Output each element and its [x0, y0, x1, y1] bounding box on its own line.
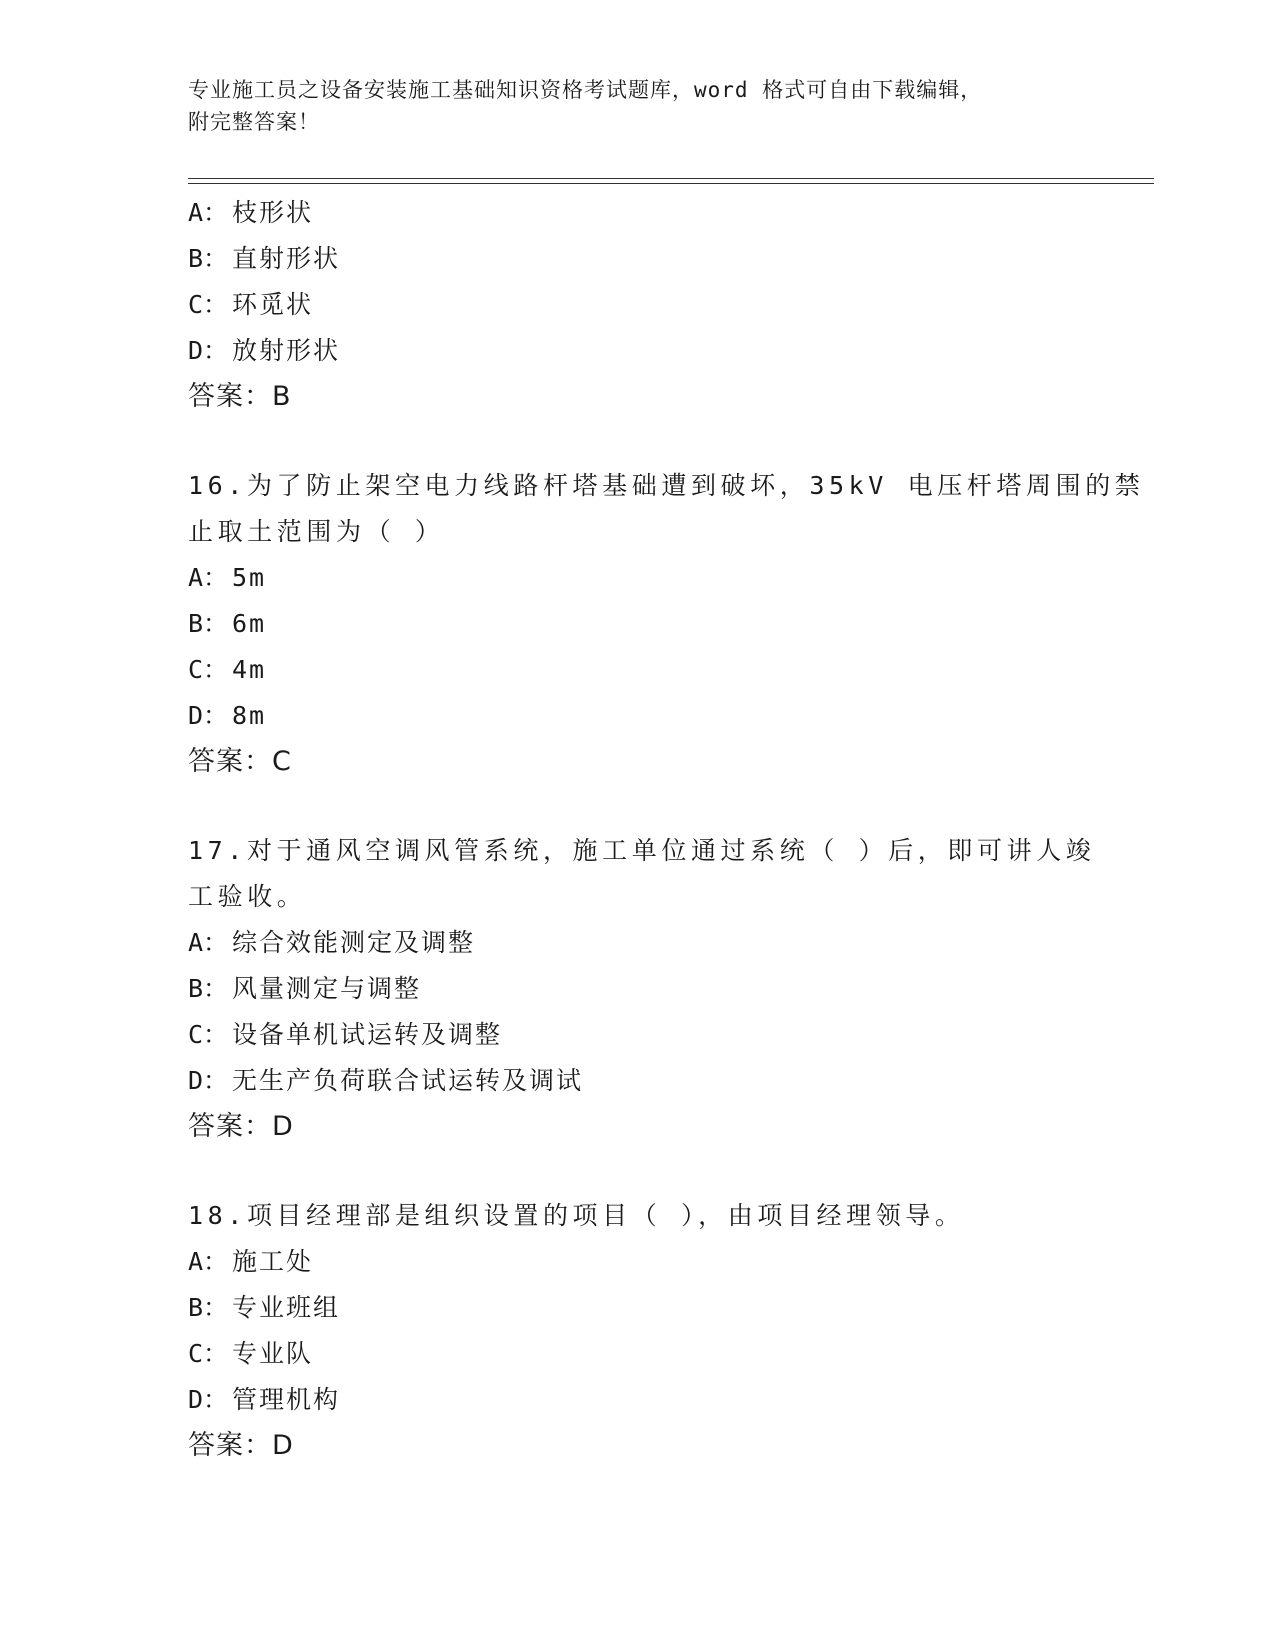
- question-16: [188, 463, 1148, 785]
- option-letter: A：: [188, 198, 229, 227]
- option-a: [188, 555, 1148, 601]
- option-letter: B：: [188, 609, 229, 638]
- option-d: [188, 693, 1148, 739]
- option-letter: A：: [188, 928, 229, 957]
- header-divider-thick: [188, 178, 1154, 179]
- option-text: 直射形状: [232, 244, 341, 273]
- option-letter: D：: [188, 701, 229, 730]
- option-c: [188, 282, 1148, 328]
- answer-line: 答案：D: [188, 1111, 294, 1142]
- option-a: [188, 190, 1148, 236]
- header-line-2: 附完整答案！: [188, 110, 320, 134]
- option-text: 施工处: [232, 1247, 314, 1276]
- option-text: 放射形状: [232, 336, 341, 365]
- question-stem: 17.对于通风空调风管系统，施工单位通过系统（ ）后，即可讲人竣: [188, 836, 1096, 865]
- question-17: [188, 828, 1148, 1150]
- question-stem-continued: 工验收。: [188, 882, 307, 911]
- option-letter: A：: [188, 1247, 229, 1276]
- question-list: [188, 190, 1148, 1469]
- option-d: [188, 328, 1148, 374]
- option-c: [188, 1012, 1148, 1058]
- option-text: 环觅状: [232, 290, 314, 319]
- option-text: 专业班组: [232, 1293, 341, 1322]
- question-stem: 16.为了防止架空电力线路杆塔基础遭到破坏，35kV 电压杆塔周围的禁: [188, 471, 1145, 500]
- question-15-continued: [188, 190, 1148, 420]
- option-text: 专业队: [232, 1339, 314, 1368]
- option-text: 无生产负荷联合试运转及调试: [232, 1066, 584, 1095]
- header-line-1: 专业施工员之设备安装施工基础知识资格考试题库，word 格式可自由下载编辑，: [188, 78, 983, 102]
- option-letter: D：: [188, 336, 229, 365]
- option-letter: D：: [188, 1385, 229, 1414]
- option-letter: D：: [188, 1066, 229, 1095]
- answer-line: 答案：D: [188, 1430, 294, 1461]
- option-letter: B：: [188, 1293, 229, 1322]
- option-letter: A：: [188, 563, 229, 592]
- option-text: 枝形状: [232, 198, 314, 227]
- option-d: [188, 1377, 1148, 1423]
- answer-line: 答案：B: [188, 381, 292, 412]
- option-text: 8m: [232, 701, 267, 730]
- option-b: [188, 236, 1148, 282]
- option-a: [188, 920, 1148, 966]
- option-text: 设备单机试运转及调整: [232, 1020, 503, 1049]
- option-letter: C：: [188, 1339, 229, 1368]
- option-text: 综合效能测定及调整: [232, 928, 476, 957]
- option-c: [188, 647, 1148, 693]
- option-d: [188, 1058, 1148, 1104]
- option-text: 6m: [232, 609, 267, 638]
- option-b: [188, 601, 1148, 647]
- option-b: [188, 1285, 1148, 1331]
- option-letter: B：: [188, 244, 229, 273]
- header-divider-thin: [188, 183, 1154, 184]
- option-letter: C：: [188, 290, 229, 319]
- question-18: [188, 1193, 1148, 1469]
- option-text: 管理机构: [232, 1385, 341, 1414]
- option-letter: C：: [188, 1020, 229, 1049]
- option-a: [188, 1239, 1148, 1285]
- option-text: 风量测定与调整: [232, 974, 422, 1003]
- question-stem-continued: 止取土范围为（ ）: [188, 517, 445, 546]
- option-letter: B：: [188, 974, 229, 1003]
- document-header: [188, 74, 1088, 138]
- option-c: [188, 1331, 1148, 1377]
- option-b: [188, 966, 1148, 1012]
- question-stem: 18.项目经理部是组织设置的项目（ ），由项目经理领导。: [188, 1201, 965, 1230]
- option-letter: C：: [188, 655, 229, 684]
- answer-line: 答案：C: [188, 746, 292, 777]
- option-text: 4m: [232, 655, 267, 684]
- option-text: 5m: [232, 563, 267, 592]
